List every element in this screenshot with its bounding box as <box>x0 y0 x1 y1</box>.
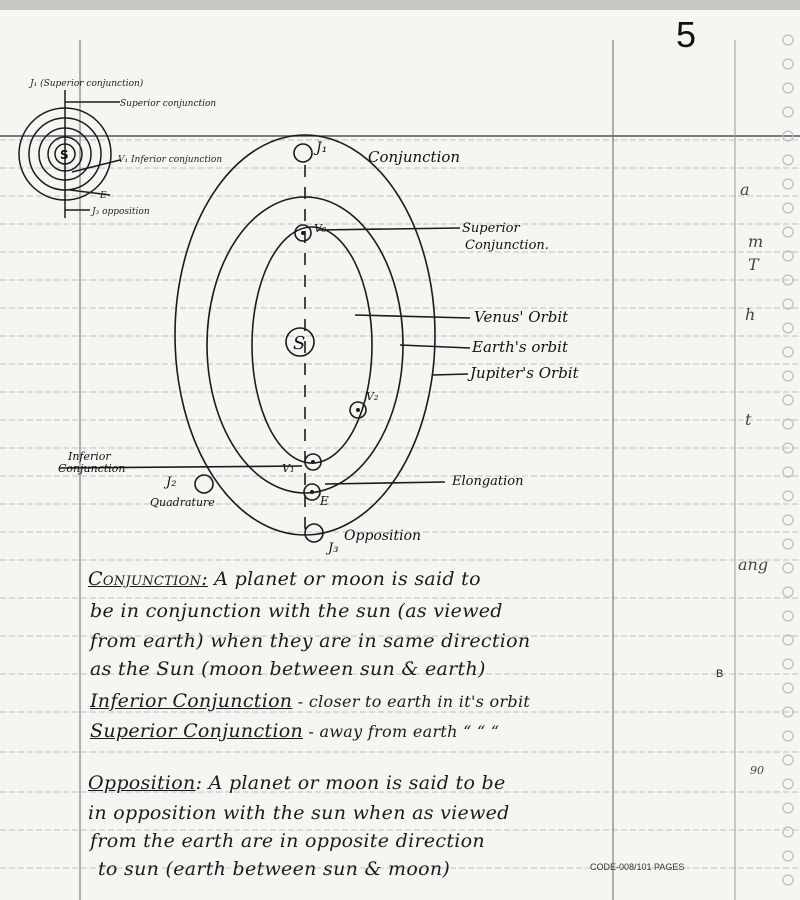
right-strip-fragment-3: h <box>745 305 756 324</box>
note-line-9: from the earth are in opposite direction <box>90 830 485 852</box>
right-strip-fragment-6: a <box>740 180 750 199</box>
superior-conjunction-heading: Superior Conjunction <box>90 720 303 742</box>
v3-label: V₃ <box>314 222 327 235</box>
small-label-e: E <box>100 191 107 201</box>
inferior-conjunction-heading: Inferior Conjunction <box>90 690 293 712</box>
footer-code: CODE-008/101 PAGES <box>590 862 685 872</box>
label-inferior-2: Conjunction <box>58 462 126 475</box>
note-line-2: be in conjunction with the sun (as viewed <box>90 600 503 622</box>
v1-label: V₁ <box>282 462 295 475</box>
margin-mark: B <box>716 668 724 680</box>
superior-rest: - away from earth “ “ “ <box>303 722 500 741</box>
note-line-3: from earth) when they are in same direction <box>90 630 531 652</box>
label-opposition: Opposition <box>344 528 422 544</box>
label-elongation: Elongation <box>452 474 524 489</box>
conjunction-heading: Conjunction: <box>88 568 208 590</box>
right-strip-fragment-5: m <box>748 232 764 251</box>
j1-label: J₁ <box>316 140 328 156</box>
note-line-1 <box>88 568 481 590</box>
note-line-5 <box>90 690 530 712</box>
label-inferior-1: Inferior <box>68 450 111 463</box>
right-strip-fragment-4: T <box>748 255 759 274</box>
j3-label: J₃ <box>328 541 339 556</box>
label-venus-orbit: Venus' Orbit <box>474 308 569 326</box>
right-strip-fragment-1: ang <box>738 555 769 574</box>
j2-label: J₂ <box>166 475 177 490</box>
venus-orbit <box>252 227 372 463</box>
label-superior-1: Superior <box>462 221 520 236</box>
small-label-j1: J₁ (Superior conjunction) <box>30 79 144 89</box>
label-earth-orbit: Earth's orbit <box>472 338 568 356</box>
page-number: 5 <box>676 14 697 55</box>
note-line-7 <box>88 772 506 794</box>
inferior-rest: - closer to earth in it's orbit <box>292 692 531 711</box>
label-superior-2: Conjunction. <box>465 238 549 253</box>
v2-label: V₂ <box>366 390 379 403</box>
right-strip-fragment-7: 90 <box>750 764 764 777</box>
note-line-4: as the Sun (moon between sun & earth) <box>90 658 486 680</box>
conj-line1-rest: A planet or moon is said to <box>207 568 481 590</box>
j2-body <box>195 475 213 493</box>
opp-line1-rest: : A planet or moon is said to be <box>195 772 506 794</box>
opposition-heading: Opposition <box>88 772 196 794</box>
small-label-j3: J₃ opposition <box>92 207 150 217</box>
label-jupiter-orbit: Jupiter's Orbit <box>470 364 579 382</box>
small-sun-label: S <box>60 148 69 162</box>
small-label-superior: Superior conjunction <box>120 99 217 109</box>
j1-body <box>294 144 312 162</box>
small-label-v1: V₁ Inferior conjunction <box>118 155 223 165</box>
sun-label: S <box>293 333 306 354</box>
label-conjunction: Conjunction <box>368 148 461 166</box>
e-label: E <box>320 494 329 508</box>
note-line-6 <box>90 720 499 742</box>
note-line-8: in opposition with the sun when as viewed <box>88 802 510 824</box>
label-quadrature: Quadrature <box>150 496 215 509</box>
right-strip-fragment-2: t <box>745 410 752 429</box>
note-line-10: to sun (earth between sun & moon) <box>98 858 451 880</box>
